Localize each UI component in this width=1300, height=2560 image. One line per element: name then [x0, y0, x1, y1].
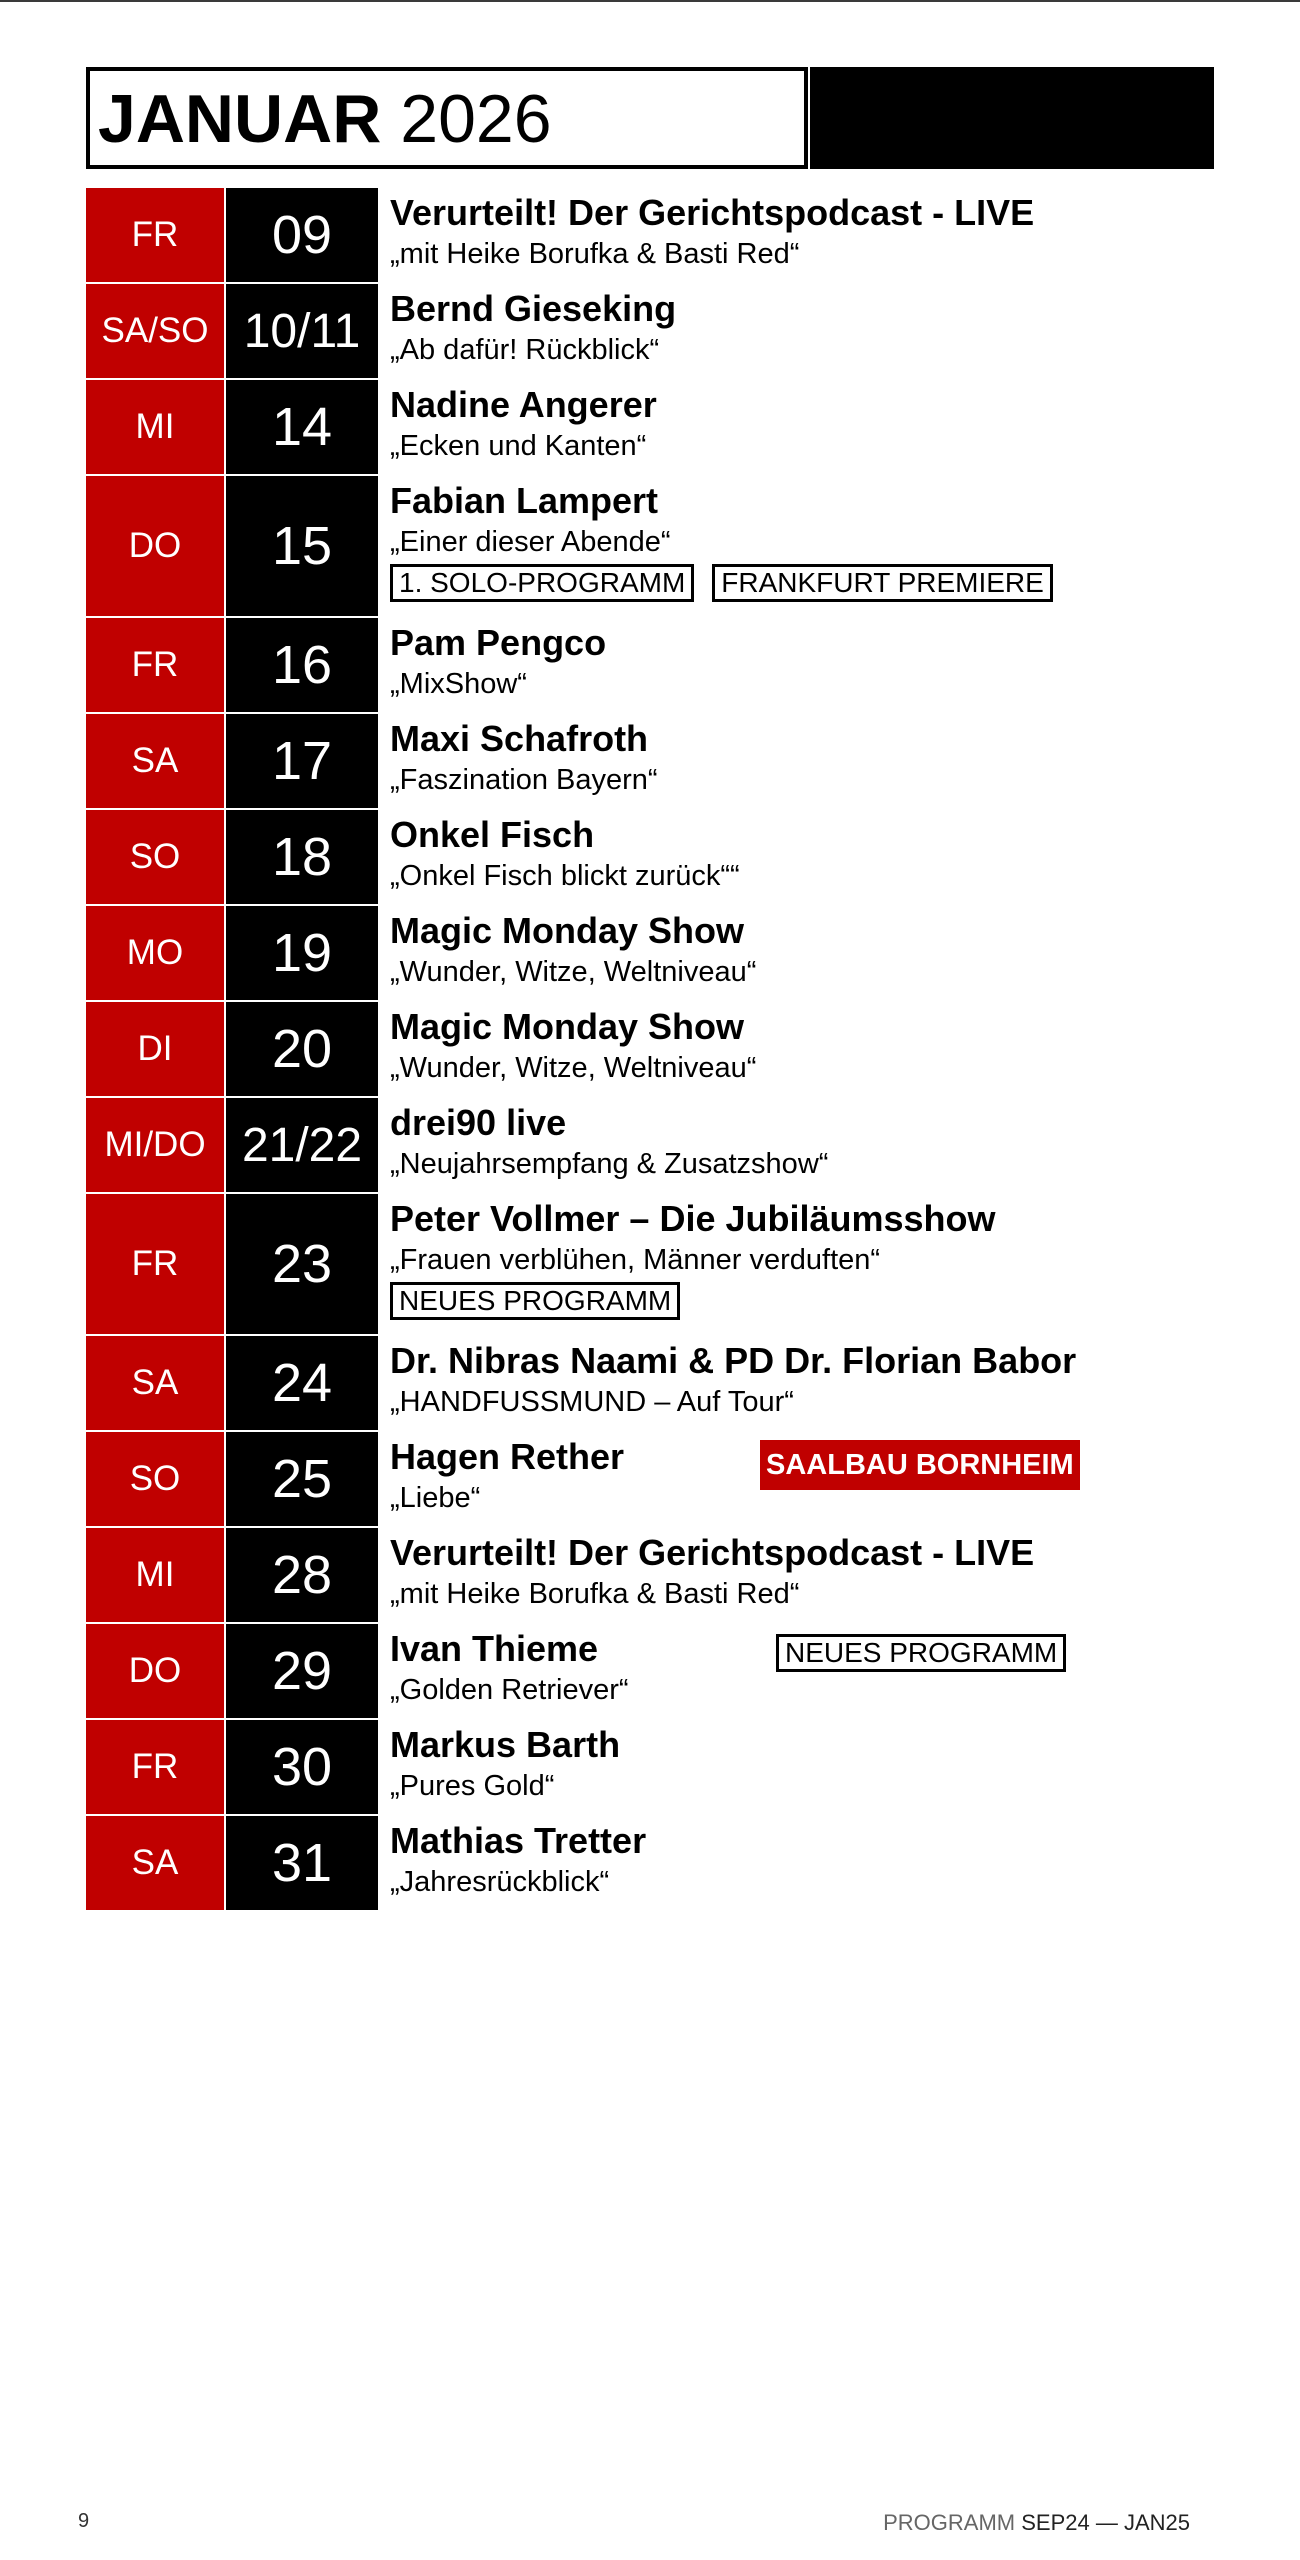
top-rule — [0, 0, 1300, 2]
event-info — [390, 190, 1214, 272]
month-name: JANUAR — [98, 81, 382, 157]
event-title: Maxi Schafroth — [390, 718, 649, 759]
event-info — [390, 812, 1214, 894]
event-subtitle: „Einer dieser Abende“ — [390, 526, 671, 558]
event-tags — [390, 1282, 1214, 1322]
event-title: Pam Pengco — [390, 622, 607, 663]
event-row — [86, 1720, 1214, 1816]
program-tag: NEUES PROGRAMM — [776, 1634, 1066, 1672]
event-row — [86, 1336, 1214, 1432]
event-weekday: DI — [86, 1002, 224, 1096]
event-title: Markus Barth — [390, 1724, 621, 1765]
event-info — [390, 1626, 1214, 1708]
event-weekday: SA/SO — [86, 284, 224, 378]
event-row — [86, 1528, 1214, 1624]
month-title — [98, 79, 552, 159]
header-black-block — [810, 67, 1214, 169]
event-weekday: SA — [86, 1336, 224, 1430]
event-weekday: SA — [86, 714, 224, 808]
month-title-box — [86, 67, 808, 169]
event-title: Verurteilt! Der Gerichtspodcast - LIVE — [390, 1532, 1035, 1573]
event-weekday: MI — [86, 380, 224, 474]
event-row — [86, 906, 1214, 1002]
event-title: Mathias Tretter — [390, 1820, 647, 1861]
event-row — [86, 1098, 1214, 1194]
event-title: Peter Vollmer – Die Jubiläumsshow — [390, 1198, 996, 1239]
event-info — [390, 1722, 1214, 1804]
event-title: Magic Monday Show — [390, 910, 745, 951]
event-subtitle: „Wunder, Witze, Weltniveau“ — [390, 956, 757, 988]
event-title: Ivan Thieme — [390, 1628, 599, 1669]
event-row — [86, 1816, 1214, 1912]
event-date: 25 — [226, 1432, 378, 1526]
event-weekday: SO — [86, 1432, 224, 1526]
event-date: 31 — [226, 1816, 378, 1910]
event-subtitle: „Frauen verblühen, Männer verduften“ — [390, 1244, 881, 1276]
event-row — [86, 714, 1214, 810]
event-title: drei90 live — [390, 1102, 567, 1143]
event-date: 17 — [226, 714, 378, 808]
event-date: 21/22 — [226, 1098, 378, 1192]
page-number: 9 — [78, 2510, 90, 2532]
event-title: Hagen Rether — [390, 1436, 625, 1477]
event-list — [86, 188, 1214, 1912]
event-date: 20 — [226, 1002, 378, 1096]
footer-range: SEP24 — JAN25 — [1021, 2510, 1190, 2535]
event-row — [86, 618, 1214, 714]
event-weekday: DO — [86, 476, 224, 616]
program-tag: NEUES PROGRAMM — [390, 1282, 680, 1320]
event-date: 19 — [226, 906, 378, 1000]
month-year: 2026 — [400, 81, 552, 157]
event-title: Fabian Lampert — [390, 480, 659, 521]
event-info — [390, 1004, 1214, 1086]
event-date: 14 — [226, 380, 378, 474]
event-title: Dr. Nibras Naami & PD Dr. Florian Babor — [390, 1340, 1077, 1381]
event-subtitle: „Faszination Bayern“ — [390, 764, 658, 796]
event-subtitle: „Jahresrückblick“ — [390, 1866, 610, 1898]
event-row — [86, 810, 1214, 906]
event-weekday: FR — [86, 188, 224, 282]
event-weekday: MI/DO — [86, 1098, 224, 1192]
event-date: 10/11 — [226, 284, 378, 378]
event-date: 09 — [226, 188, 378, 282]
event-row — [86, 1432, 1214, 1528]
event-info — [390, 382, 1214, 464]
venue-badge: SAALBAU BORNHEIM — [760, 1440, 1080, 1490]
event-subtitle: „Ab dafür! Rückblick“ — [390, 334, 660, 366]
event-tags — [390, 564, 1214, 604]
event-weekday: FR — [86, 1720, 224, 1814]
event-info — [390, 620, 1214, 702]
event-date: 23 — [226, 1194, 378, 1334]
event-weekday: SO — [86, 810, 224, 904]
event-date: 28 — [226, 1528, 378, 1622]
event-subtitle: „mit Heike Borufka & Basti Red“ — [390, 238, 800, 270]
event-subtitle: „Ecken und Kanten“ — [390, 430, 647, 462]
event-subtitle: „MixShow“ — [390, 668, 527, 700]
event-row — [86, 1002, 1214, 1098]
event-info — [390, 716, 1214, 798]
program-tag: 1. SOLO-PROGRAMM — [390, 564, 694, 602]
month-header — [86, 67, 1214, 167]
event-title: Bernd Gieseking — [390, 288, 677, 329]
event-weekday: FR — [86, 618, 224, 712]
event-date: 24 — [226, 1336, 378, 1430]
event-info — [390, 1338, 1214, 1420]
event-title: Verurteilt! Der Gerichtspodcast - LIVE — [390, 192, 1035, 233]
event-info — [390, 478, 1214, 604]
event-subtitle: „Liebe“ — [390, 1482, 481, 1514]
event-title: Onkel Fisch — [390, 814, 595, 855]
event-weekday: MO — [86, 906, 224, 1000]
event-info — [390, 286, 1214, 368]
event-subtitle: „Onkel Fisch blickt zurück““ — [390, 860, 740, 892]
event-row — [86, 1624, 1214, 1720]
event-subtitle: „Pures Gold“ — [390, 1770, 555, 1802]
event-row — [86, 476, 1214, 618]
event-date: 29 — [226, 1624, 378, 1718]
event-info — [390, 908, 1214, 990]
event-row — [86, 284, 1214, 380]
event-info — [390, 1100, 1214, 1182]
event-info — [390, 1434, 1214, 1516]
event-subtitle: „Neujahrsempfang & Zusatzshow“ — [390, 1148, 829, 1180]
event-info — [390, 1818, 1214, 1900]
program-tag: FRANKFURT PREMIERE — [712, 564, 1053, 602]
event-info — [390, 1196, 1214, 1322]
event-row — [86, 380, 1214, 476]
event-title: Nadine Angerer — [390, 384, 657, 425]
event-info — [390, 1530, 1214, 1612]
footer-program-label: PROGRAMM — [883, 2510, 1016, 2535]
event-date: 15 — [226, 476, 378, 616]
event-subtitle: „HANDFUSSMUND – Auf Tour“ — [390, 1386, 794, 1418]
event-weekday: FR — [86, 1194, 224, 1334]
event-subtitle: „Wunder, Witze, Weltniveau“ — [390, 1052, 757, 1084]
footer-label — [883, 2510, 1190, 2536]
event-weekday: SA — [86, 1816, 224, 1910]
event-date: 30 — [226, 1720, 378, 1814]
event-weekday: DO — [86, 1624, 224, 1718]
event-date: 16 — [226, 618, 378, 712]
event-weekday: MI — [86, 1528, 224, 1622]
event-row — [86, 1194, 1214, 1336]
event-title: Magic Monday Show — [390, 1006, 745, 1047]
event-row — [86, 188, 1214, 284]
event-subtitle: „Golden Retriever“ — [390, 1674, 629, 1706]
event-subtitle: „mit Heike Borufka & Basti Red“ — [390, 1578, 800, 1610]
event-date: 18 — [226, 810, 378, 904]
